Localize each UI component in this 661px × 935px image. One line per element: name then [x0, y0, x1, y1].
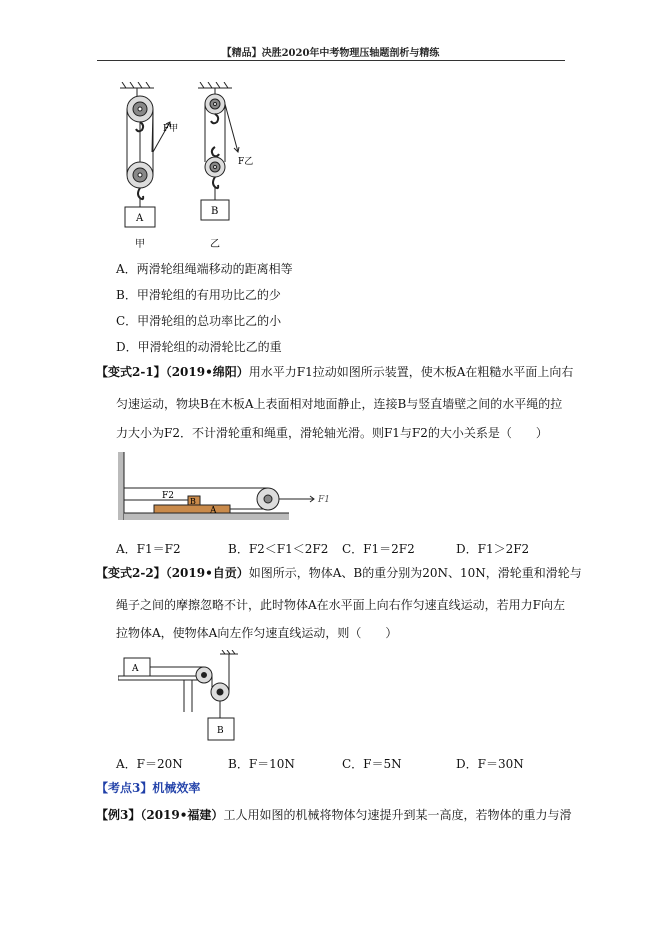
q4-text-1: 工人用如图的机械将物体匀速提升到某一高度，若物体的重力与滑 [223, 808, 572, 822]
force-label-jia: F甲 [163, 124, 179, 134]
page-header: 【精品】决胜2020年中考物理压轴题剖析与精练 [221, 48, 440, 59]
q2-f1-label: F1 [318, 495, 330, 505]
header-divider [97, 60, 565, 61]
q3-figure [118, 650, 248, 746]
q2-option-b: B．F2＜F1＜2F2 [228, 542, 329, 556]
q3-source: （2019•自贡） [165, 566, 249, 580]
q2-option-c: C．F1＝2F2 [342, 542, 415, 556]
q3-line-2: 绳子之间的摩擦忽略不计，此时物体A在水平面上向右作匀速直线运动，若用力F向左 [116, 598, 565, 612]
pulley-figure-jia-yi [110, 82, 270, 252]
q2-board-a-label: A [210, 506, 217, 516]
block-label-b: B [211, 206, 219, 217]
q3-block-b-label: B [217, 726, 224, 736]
q3-option-b: B．F＝10N [228, 757, 295, 771]
q2-line-3: 力大小为F2．不计滑轮重和绳重，滑轮轴光滑。则F1与F2的大小关系是（ ） [116, 426, 548, 440]
caption-jia: 甲 [135, 239, 145, 250]
caption-yi: 乙 [210, 239, 220, 250]
q3-block-a-label: A [132, 664, 139, 674]
q2-block-b-label: B [190, 497, 196, 506]
q1-option-c: C．甲滑轮组的总功率比乙的小 [116, 314, 282, 328]
q3-option-c: C．F＝5N [342, 757, 402, 771]
q2-option-d: D．F1＞2F2 [456, 542, 530, 556]
force-label-yi: F乙 [238, 157, 254, 167]
q4-source: （2019•福建） [140, 808, 224, 822]
q1-option-a: A．两滑轮组绳端移动的距离相等 [116, 262, 293, 276]
q2-line-2: 匀速运动，物块B在木板A上表面相对地面静止，连接B与竖直墙壁之间的水平绳的拉 [116, 397, 563, 411]
q3-tag: 【变式2-2】 [96, 566, 166, 580]
q3-line-3: 拉物体A，使物体A向左作匀速直线运动，则（ ） [116, 626, 398, 640]
q2-option-a: A．F1＝F2 [116, 542, 181, 556]
q1-option-b: B．甲滑轮组的有用功比乙的少 [116, 288, 281, 302]
q3-line-1 [96, 565, 582, 581]
q2-f2-label: F2 [162, 491, 174, 501]
q4-line-1 [96, 807, 571, 823]
q4-tag: 【例3】 [96, 808, 141, 822]
q2-line-1 [96, 364, 573, 380]
q1-option-d: D．甲滑轮组的动滑轮比乙的重 [116, 340, 282, 354]
q3-option-d: D．F＝30N [456, 757, 524, 771]
block-label-a: A [136, 213, 144, 224]
q2-text-1: 用水平力F1拉动如图所示装置，使木板A在粗糙水平面上向右 [248, 365, 574, 379]
section-label: 【考点3】机械效率 [96, 781, 201, 795]
q3-option-a: A．F＝20N [116, 757, 183, 771]
q2-source: （2019•绵阳） [165, 365, 249, 379]
q2-tag: 【变式2-1】 [96, 365, 166, 379]
q2-figure [118, 452, 348, 524]
q3-text-1: 如图所示，物体A、B的重分别为20N、10N，滑轮重和滑轮与 [248, 566, 582, 580]
